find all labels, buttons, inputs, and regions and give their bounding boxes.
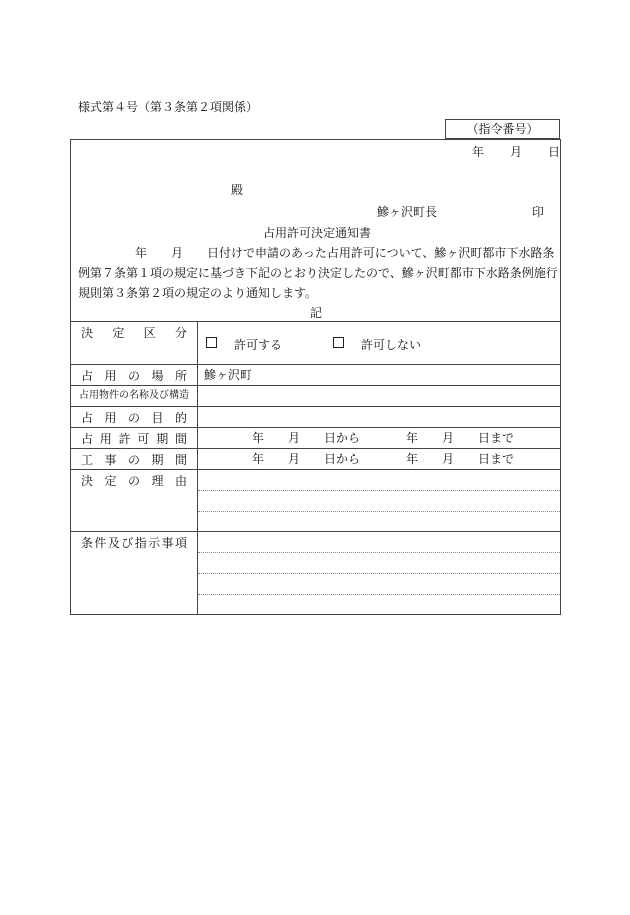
table-row <box>71 365 561 386</box>
table-row <box>71 532 561 615</box>
deny-checkbox[interactable] <box>333 337 344 348</box>
label-char: 区 <box>143 326 156 340</box>
label-char: 工 <box>81 453 94 467</box>
label-char: 場 <box>151 369 164 383</box>
label-char: 占 <box>81 369 94 383</box>
label-chars <box>81 537 187 549</box>
label-char: 由 <box>174 474 187 488</box>
label-char: 件 <box>94 536 107 550</box>
work-to-month: 月 <box>442 452 455 466</box>
label-char: 定 <box>104 474 117 488</box>
issue-date <box>472 146 560 158</box>
label-chars <box>81 454 187 466</box>
label-char: 項 <box>174 536 187 550</box>
permit-period-label <box>71 428 198 449</box>
label-chars <box>81 370 187 382</box>
decision-cell <box>198 322 561 365</box>
label-char: 事 <box>161 536 174 550</box>
period-to-year: 年 <box>406 431 419 445</box>
label-char: 占 <box>81 432 94 446</box>
label-char: 決 <box>81 474 94 488</box>
place-field[interactable] <box>198 365 561 386</box>
table-row <box>71 322 561 365</box>
work-to-day: 日まで <box>478 452 515 466</box>
label-char: 的 <box>174 411 187 425</box>
reason-field[interactable] <box>198 470 561 532</box>
work-period-field[interactable] <box>198 449 561 470</box>
work-from-year: 年 <box>252 452 265 466</box>
label-char: 占 <box>81 411 94 425</box>
label-char: 分 <box>174 326 187 340</box>
date-month: 月 <box>510 145 523 159</box>
label-char: の <box>127 474 140 488</box>
label-char: 期 <box>156 432 169 446</box>
label-char: 間 <box>174 432 187 446</box>
label-char: 目 <box>151 411 164 425</box>
period-from-day: 日から <box>324 431 361 445</box>
place-label <box>71 365 198 386</box>
form-title: 様式第４号（第３条第２項関係） <box>78 100 259 114</box>
label-char: 用 <box>99 432 112 446</box>
place-value: 鰺ヶ沢町 <box>204 368 253 382</box>
reason-label <box>71 470 198 532</box>
table-row <box>71 407 561 428</box>
label-char: 用 <box>104 369 117 383</box>
label-char: 定 <box>112 326 125 340</box>
work-to-year: 年 <box>406 452 419 466</box>
decision-table <box>70 321 561 615</box>
work-from-month: 月 <box>288 452 301 466</box>
document-title: 占用許可決定通知書 <box>263 226 372 240</box>
body-line-1: 年 月 日付けで申請のあった占用許可について、鰺ヶ沢町都市下水路条 <box>135 246 555 260</box>
purpose-field[interactable] <box>198 407 561 428</box>
issuer-name: 鰺ヶ沢町長 <box>377 205 438 219</box>
label-chars <box>81 412 187 424</box>
permit-checkbox[interactable] <box>206 337 217 348</box>
work-period-label <box>71 449 198 470</box>
order-number-box[interactable]: （指令番号） <box>445 119 560 139</box>
reason-dotted-line <box>198 490 560 491</box>
label-char: 理 <box>151 474 164 488</box>
table-row <box>71 470 561 532</box>
permit-option-label: 許可する <box>234 338 283 352</box>
table-row <box>71 386 561 407</box>
conditions-label <box>71 532 198 615</box>
label-char: の <box>127 411 140 425</box>
label-chars <box>81 433 187 445</box>
label-char: 事 <box>104 453 117 467</box>
conditions-dotted-line <box>198 552 560 553</box>
table-row <box>71 428 561 449</box>
label-char: 可 <box>137 432 150 446</box>
label-char: 条 <box>81 536 94 550</box>
label-char: 指 <box>134 536 147 550</box>
permit-period-field[interactable] <box>198 428 561 449</box>
addressee-suffix: 殿 <box>231 183 244 197</box>
decision-label <box>71 322 198 365</box>
date-year: 年 <box>472 145 485 159</box>
label-chars <box>81 475 187 487</box>
label-char: 用 <box>104 411 117 425</box>
reason-dotted-line <box>198 511 560 512</box>
period-to-month: 月 <box>442 431 455 445</box>
table-row <box>71 449 561 470</box>
conditions-dotted-line <box>198 594 560 595</box>
property-field[interactable] <box>198 386 561 407</box>
deny-option-label: 許可しない <box>361 338 422 352</box>
label-chars <box>81 327 187 339</box>
date-day: 日 <box>548 145 561 159</box>
work-from-day: 日から <box>324 452 361 466</box>
property-label: 占用物件の名称及び構造 <box>71 386 198 407</box>
label-char: 間 <box>174 453 187 467</box>
label-char: 示 <box>148 536 161 550</box>
period-from-year: 年 <box>252 431 265 445</box>
purpose-label <box>71 407 198 428</box>
conditions-field[interactable] <box>198 532 561 615</box>
period-to-day: 日まで <box>478 431 515 445</box>
label-char: 及 <box>107 536 120 550</box>
label-char: 期 <box>151 453 164 467</box>
seal-mark: 印 <box>532 205 545 219</box>
period-from-month: 月 <box>288 431 301 445</box>
label-char: 決 <box>81 326 94 340</box>
label-char: 所 <box>174 369 187 383</box>
ki-heading: 記 <box>310 306 323 320</box>
label-char: の <box>127 369 140 383</box>
label-char: の <box>127 453 140 467</box>
label-char: 許 <box>118 432 131 446</box>
body-line-2: 例第７条第１項の規定に基づき下記のとおり決定したので、鰺ヶ沢町都市下水路条例施行 <box>78 266 558 280</box>
body-line-3: 規則第３条第２項の規定のより通知します。 <box>78 286 318 300</box>
conditions-dotted-line <box>198 573 560 574</box>
label-char: び <box>121 536 134 550</box>
